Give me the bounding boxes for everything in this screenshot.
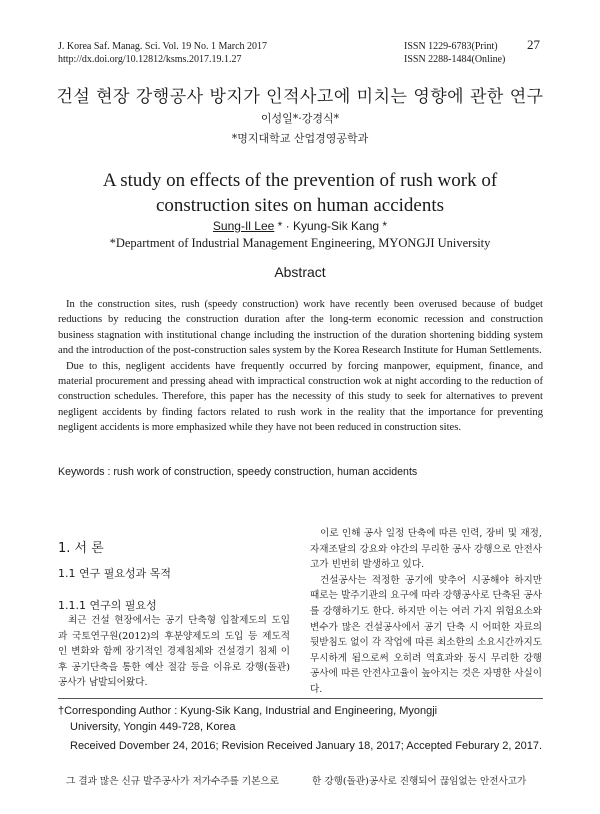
corresponding-author-line-1: †Corresponding Author : Kyung-Sik Kang, Industrial and Engineering, Myongji bbox=[58, 705, 438, 717]
page-number: 27 bbox=[527, 37, 540, 52]
keywords: Keywords : rush work of construction, speedy construction, human accidents bbox=[58, 466, 418, 478]
english-title-line-2: construction sites on human accidents bbox=[155, 195, 445, 216]
abstract-heading: Abstract bbox=[274, 264, 326, 280]
abstract-paragraph-2: Due to this, negligent accidents have frequently occurred by forcing manpower, equipment, finance, and material procurement and pressing ahead with impractical construction wok at night according to the reduction of construction schedules. Therefore, this paper has the necessity of this study to seek for alternatives to prevent negligent accidents by finding factors related to rush work in the reality that the importance for preventing negligent accidents is more emphasized while they have not been reduced in construction sites. bbox=[58, 360, 543, 434]
corresponding-author-line-2: University, Yongin 449-728, Korea bbox=[70, 721, 236, 733]
footnote bbox=[58, 703, 543, 754]
received-dates: Received Dovember 24, 2016; Revision Received January 18, 2017; Accepted Feburary 2, 2017. bbox=[70, 740, 543, 752]
english-title-line-1: A study on effects of the prevention of rush work of bbox=[102, 170, 498, 191]
left-column-text bbox=[58, 613, 290, 691]
issn-print: ISSN 1229-6783(Print) bbox=[404, 41, 498, 52]
left-paragraph: 최근 건설 현장에서는 공기 단축형 입찰제도의 도입과 국토연구원(2012)의 후분양제도의 도입 등 제도적인 변화와 함께 장기적인 경제침체와 건설경기 침체 이후 공기단축을 통한 예산 절감 등을 이유로 강행(돌관)공사가 남발되어왔다. bbox=[58, 615, 290, 689]
author-separator: · bbox=[282, 219, 293, 233]
korean-authors: 이성일*·강경식* bbox=[260, 112, 340, 125]
right-paragraph-2: 건설공사는 적정한 공기에 맞추어 시공해야 하지만 때로는 발주기관의 요구에 따라 강행공사로 단축된 공사를 강행하기도 한다. 하지만 이는 여러 가지 위험요소와 변수가 많은 건설공사에서 공기 단축 시 어떠한 자료의 뒷받침도 없이 각 작업에 따른 최소한의 소요시간까지도 무시하게 됨으로써 오히려 역효과와 동시 무리한 강행 공사에 따른 안전사고율이 높아지는 것은 자명한 사실이다. bbox=[310, 574, 542, 695]
left-column-continuation: 그 결과 많은 신규 발주공사가 저가수주를 기본으로 bbox=[66, 776, 279, 787]
author-name-1: Sung-Il Lee bbox=[212, 219, 275, 233]
author-mark-1: * bbox=[277, 219, 283, 233]
footnote-divider bbox=[58, 698, 543, 699]
abstract-body bbox=[58, 297, 543, 436]
author-mark-2: * bbox=[382, 219, 388, 233]
section-heading-introduction: 1. 서 론 bbox=[58, 541, 104, 556]
subsection-heading-1-1-1: 1.1.1 연구의 필요성 bbox=[58, 599, 157, 612]
author-name-2: Kyung-Sik Kang bbox=[293, 219, 380, 233]
issn-online: ISSN 2288-1484(Online) bbox=[404, 54, 506, 65]
right-column-continuation: 한 강행(돌관)공사로 진행되어 끊임없는 안전사고가 bbox=[312, 776, 527, 787]
english-department: *Department of Industrial Management Engineering, MYONGJI University bbox=[109, 236, 491, 250]
right-paragraph-1: 이로 인해 공사 일정 단축에 따른 인력, 장비 및 재정, 자재조달의 강요와 야간의 무리한 공사 강행으로 안전사고가 빈번히 발생하고 있다. bbox=[310, 528, 542, 571]
korean-affiliation: *명지대학교 산업경영공학과 bbox=[231, 132, 369, 145]
right-column-text bbox=[310, 526, 542, 698]
abstract-paragraph-1: In the construction sites, rush (speedy construction) work have recently been overused because of budget reductions by reducing the construction duration after the long-term economic recession and construction business stagnation with institutional change including the instruction of the duration shortening bidding system and the introduction of the post-construction sales system by the Korea Research Institute for Human Settlements. bbox=[58, 299, 543, 357]
doi-link[interactable]: http://dx.doi.org/10.12812/ksms.2017.19.1.27 bbox=[58, 54, 242, 65]
subsection-heading-1-1: 1.1 연구 필요성과 목적 bbox=[58, 567, 171, 580]
journal-citation: J. Korea Saf. Manag. Sci. Vol. 19 No. 1 March 2017 bbox=[58, 41, 268, 52]
english-authors bbox=[0, 219, 600, 233]
korean-title: 건설 현장 강행공사 방지가 인적사고에 미치는 영향에 관한 연구 bbox=[56, 87, 544, 107]
